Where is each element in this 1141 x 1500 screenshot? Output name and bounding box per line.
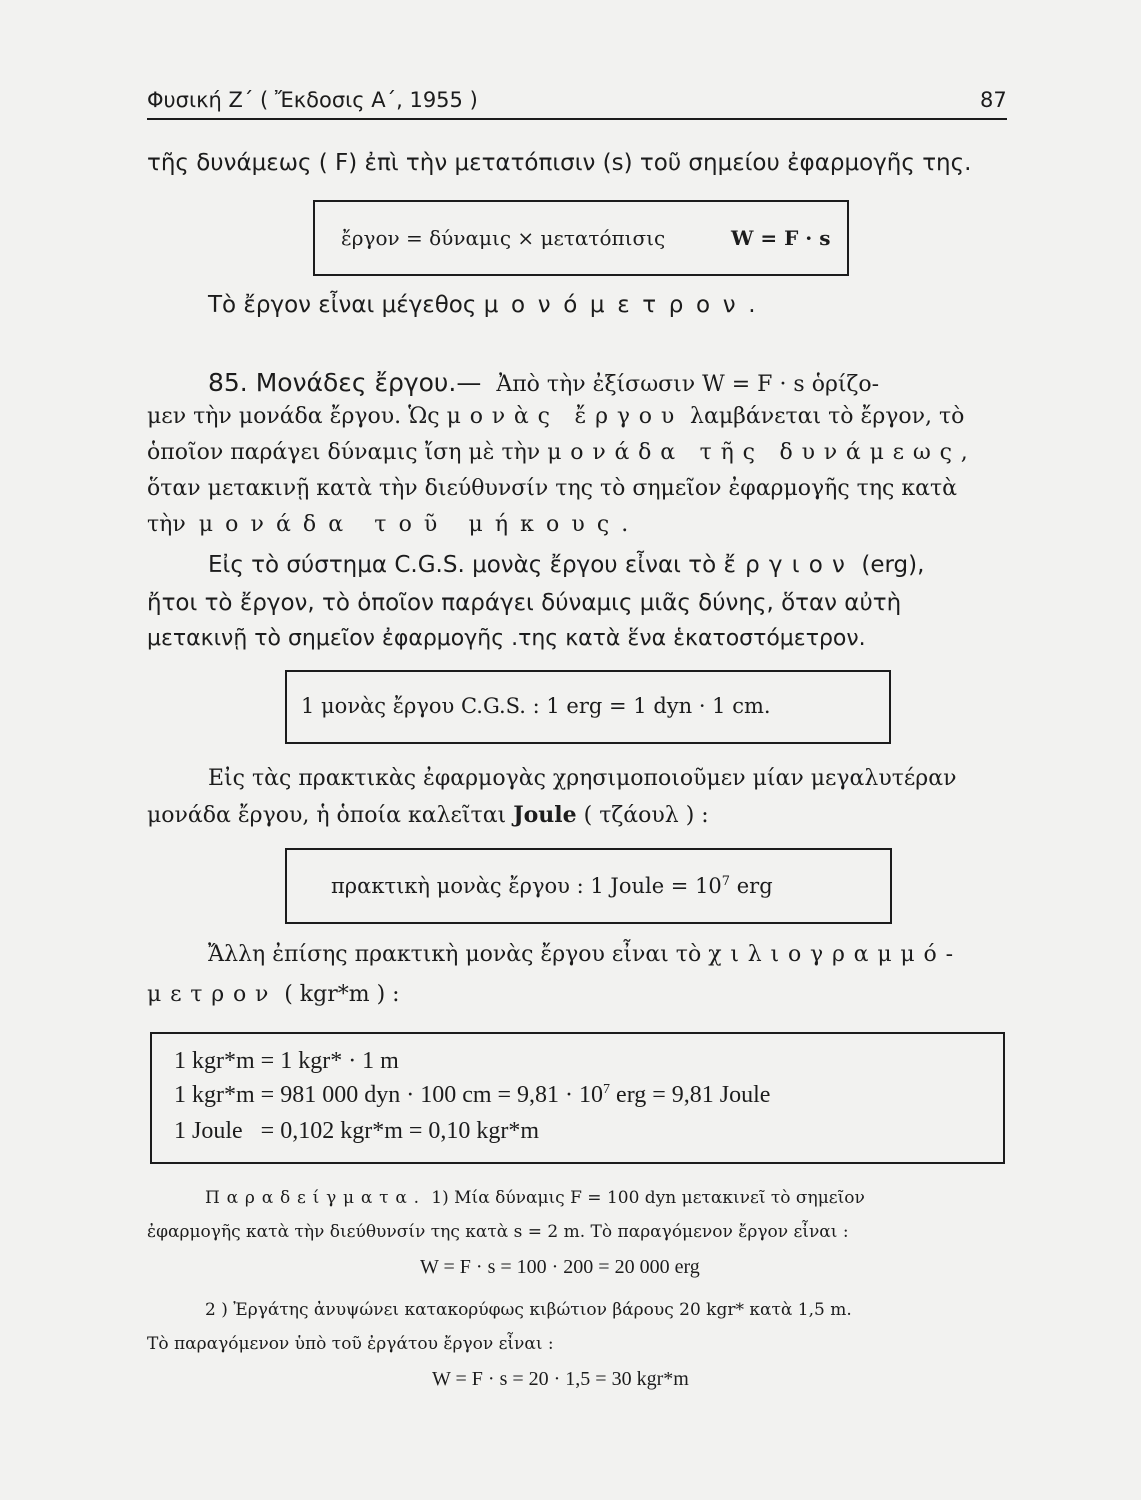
- example-2-line-2: Τὸ παραγόμενον ὑπὸ τοῦ ἐργάτου ἔργον εἶναι :: [147, 1334, 554, 1354]
- examples-label: Παραδείγματα.: [205, 1188, 426, 1208]
- header-rule: [147, 118, 1007, 120]
- example-1-line-1: Παραδείγματα. 1) Μία δύναμις F = 100 dyn μετακινεῖ τὸ σημεῖον: [205, 1188, 865, 1208]
- kgm-row-3: 1 Joule = 0,102 kgr*m = 0,10 kgr*m: [174, 1118, 540, 1144]
- section-85-line-3: ὁποῖον παράγει δύναμις ἴση μὲ τὴν μονάδα τῆς δυνάμεως,: [147, 440, 977, 465]
- kgm-intro-line-1: Ἄλλη ἐπίσης πρακτικὴ μονὰς ἔργου εἶναι τὸ χιλιογραμμό-: [208, 942, 962, 967]
- joule-intro-line-1: Εἰς τὰς πρακτικὰς ἐφαρμογὰς χρησιμοποιοῦμεν μίαν μεγαλυτέραν: [208, 766, 957, 791]
- formula-symbols: W = F · s: [731, 226, 831, 250]
- section-85-line-2: μεν τὴν μονάδα ἔργου. Ὡς μονὰς ἔργου λαμβάνεται τὸ ἔργον, τὸ: [147, 404, 965, 429]
- joule-term: Joule: [513, 802, 577, 828]
- formula-box-joule: [285, 848, 892, 924]
- scalar-note-spaced: μονόμετρον.: [483, 292, 769, 318]
- section-85-line-4: ὅταν μετακινῇ κατὰ τὴν διεύθυνσίν της τὸ σημεῖον ἐφαρμογῆς της κατὰ: [147, 476, 957, 501]
- example-1-formula: W = F · s = 100 · 200 = 20 000 erg: [420, 1256, 700, 1278]
- erg-definition: 1 μονὰς ἔργου C.G.S. : 1 erg = 1 dyn · 1 cm.: [301, 694, 771, 718]
- cgs-line-3: μετακινῇ τὸ σημεῖον ἐφαρμογῆς .της κατὰ ἕνα ἑκατοστόμετρον.: [147, 626, 866, 651]
- running-title: Φυσική Z΄ ( Ἔκδοσις Α΄, 1955 ): [147, 88, 478, 112]
- page-number: 87: [980, 88, 1007, 112]
- formula-words: ἔργον = δύναμις × μετατόπισις: [341, 226, 666, 250]
- section-85-line-5: τὴν μονάδα τοῦ μήκους.: [147, 512, 641, 537]
- scalar-note: [208, 292, 768, 318]
- cgs-line-1: Εἰς τὸ σύστημα C.G.S. μονὰς ἔργου εἶναι τὸ ἔργιον (erg),: [208, 552, 925, 578]
- example-2-formula: W = F · s = 20 · 1,5 = 30 kgr*m: [432, 1368, 689, 1390]
- kgm-intro-line-2: μετρον ( kgr*m ) :: [147, 982, 400, 1007]
- section-85-line-1: 85. Μονάδες ἔργου.— Ἀπὸ τὴν ἐξίσωσιν W = F · s ὁρίζο-: [208, 368, 880, 397]
- kgm-row-2: 1 kgr*m = 981 000 dyn · 100 cm = $9,81 \cdot 10^7$ erg = 9,81 Joule: [174, 1082, 771, 1108]
- intro-line: τῆς δυνάμεως ( F) ἐπὶ τὴν μετατόπισιν (s) τοῦ σημείου ἐφαρμογῆς της.: [147, 150, 972, 176]
- joule-definition: πρακτικὴ μονὰς ἔργου : 1 Joule = $10^7$ erg: [331, 874, 773, 898]
- formula-box-kgm: [150, 1032, 1005, 1164]
- joule-intro-line-2: μονάδα ἔργου, ἡ ὁποία καλεῖται Joule ( τζάουλ ) :: [147, 802, 709, 828]
- example-1-line-2: ἐφαρμογῆς κατὰ τὴν διεύθυνσίν της κατὰ s = 2 m. Τὸ παραγόμενον ἔργον εἶναι :: [147, 1222, 849, 1242]
- scalar-note-prefix: Τὸ ἔργον εἶναι μέγεθος: [208, 292, 477, 318]
- section-heading: 85. Μονάδες ἔργου.—: [208, 368, 482, 397]
- example-2-line-1: 2 ) Ἐργάτης ἀνυψώνει κατακορύφως κιβώτιον βάρους 20 kgr* κατὰ 1,5 m.: [205, 1300, 852, 1320]
- cgs-line-2: ἤτοι τὸ ἔργον, τὸ ὁποῖον παράγει δύναμις μιᾶς δύνης, ὅταν αὐτὴ: [147, 590, 902, 616]
- kgm-row-1: 1 kgr*m = 1 kgr* · 1 m: [174, 1048, 399, 1074]
- formula-box-erg: [285, 670, 891, 744]
- formula-box-work: [313, 200, 849, 276]
